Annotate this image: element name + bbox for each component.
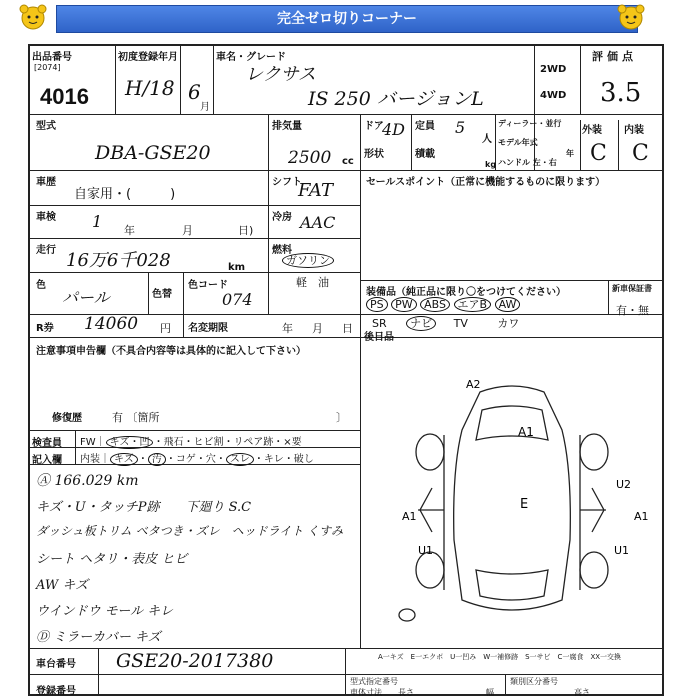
capacity-unit: 人 xyxy=(482,134,492,145)
equip-navi: ナビ xyxy=(406,316,436,331)
height-label: 高さ xyxy=(574,688,590,697)
equip-aw: AW xyxy=(495,297,521,312)
mark-u1-right: U1 xyxy=(614,544,630,557)
type-value: DBA-GSE20 xyxy=(95,142,211,164)
width-label: 幅 xyxy=(486,688,494,697)
use-value: 自家用・( ) xyxy=(74,187,176,202)
remark-line: ダッシュ板トリム ベタつき・ズレ ヘッドライト くすみ xyxy=(36,524,344,538)
color-value: パール xyxy=(62,288,110,307)
new-car-warranty-label: 新車保証書 xyxy=(612,284,652,293)
mark-u1-left: U1 xyxy=(418,544,434,557)
recycle-value: 14060 xyxy=(84,314,139,334)
type-approval-label: 型式指定番号 xyxy=(350,677,398,686)
type-label: 型式 xyxy=(36,121,56,132)
load-label: 積載 xyxy=(415,149,435,160)
mark-a1-left: A1 xyxy=(402,510,417,523)
equip-tv: TV xyxy=(453,317,468,330)
reg-no-label: 登録番号 xyxy=(36,686,76,697)
equip-leather: カワ xyxy=(497,317,520,330)
capacity-value: 5 xyxy=(455,118,466,137)
banner-title: 完全ゼロ切りコーナー xyxy=(56,5,638,33)
load-unit: kg xyxy=(485,160,497,169)
name-change-label: 名変期限 xyxy=(188,323,228,334)
ac-value: AAC xyxy=(300,213,336,232)
use-label: 車歴 xyxy=(36,177,56,188)
equip-pw: PW xyxy=(391,297,417,312)
doors-value: 4D xyxy=(382,120,406,139)
mileage-label: 走行 xyxy=(36,245,56,256)
mark-a1-right: A1 xyxy=(634,510,649,523)
name-change-year: 年 xyxy=(282,322,293,335)
fuel-diesel: 軽 油 xyxy=(296,276,329,289)
model-grade: IS 250 バージョンL xyxy=(308,88,484,110)
fuel-label: 燃料 xyxy=(272,245,292,256)
name-change-day: 日 xyxy=(342,322,353,335)
inspector-row2: 内装｜ キズ ・ 汚 ・コゲ・穴・ スレ ・キレ・破し xyxy=(80,454,314,465)
int-grade: C xyxy=(632,141,649,166)
color-code: 074 xyxy=(222,290,253,309)
body-size-label: 車体寸法 xyxy=(350,688,382,697)
inspector-sub: 記入欄 xyxy=(32,455,62,466)
name-change-month: 月 xyxy=(312,322,323,335)
model-label: 車名・グレード xyxy=(216,52,286,63)
remark-line: ウインドウ モール キレ xyxy=(36,604,173,619)
car-damage-diagram xyxy=(362,370,662,646)
year-unit: 年 xyxy=(566,149,574,158)
ac-label: 冷房 xyxy=(272,212,292,223)
recycle-label: R券 xyxy=(36,323,54,334)
score-label: 評価点 xyxy=(592,50,637,63)
equip-sr: SR xyxy=(372,317,387,330)
equip-abs: ABS xyxy=(420,297,450,312)
model-year-label: モデル年式 xyxy=(498,138,538,147)
score-value: 3.5 xyxy=(600,78,642,108)
inspection-label: 車検 xyxy=(36,212,56,223)
inspection-year: 年 xyxy=(124,224,135,237)
color-change-label: 色替 xyxy=(152,289,172,300)
sales-point-label: セールスポイント（正常に機能するものに限ります） xyxy=(366,177,606,188)
lot-label: 出品番号 xyxy=(32,52,72,63)
repair-close: 〕 xyxy=(336,411,347,424)
repair-value: 有 〔箇所 xyxy=(112,411,160,424)
bear-mascot-icon xyxy=(16,2,50,34)
mileage-value: 16万6千028 xyxy=(66,250,171,271)
mark-u2: U2 xyxy=(616,478,632,491)
drive-2wd: 2WD xyxy=(540,64,567,75)
dealer-label: ディーラー・並行 xyxy=(498,119,562,128)
first-reg-year: H/18 xyxy=(125,76,175,100)
doors-label: ドア xyxy=(364,121,384,132)
chassis-label: 車台番号 xyxy=(36,659,76,670)
mark-e: E xyxy=(520,497,529,512)
displacement-label: 排気量 xyxy=(272,121,302,132)
displacement-unit: cc xyxy=(342,156,354,167)
mileage-unit: km xyxy=(228,262,246,273)
equip-ps: PS xyxy=(366,297,388,312)
inspector-label: 検査員 xyxy=(32,438,62,449)
lot-sub: [2074] xyxy=(34,63,61,72)
new-car-warranty-value: 有・無 xyxy=(616,304,649,317)
handle-label: ハンドル 左・右 xyxy=(498,158,557,167)
repair-label: 修復歴 xyxy=(52,413,82,424)
inspection-day: 日) xyxy=(238,224,254,237)
chassis-value: GSE20-2017380 xyxy=(116,650,274,672)
ext-label: 外装 xyxy=(582,125,602,136)
rear-items-label: 後日品 xyxy=(364,332,394,343)
month-unit: 月 xyxy=(200,102,210,113)
remark-line: Ⓓ ミラーカバー キズ xyxy=(36,630,161,645)
first-reg-label: 初度登録年月 xyxy=(118,52,178,63)
class-number-label: 類別区分番号 xyxy=(510,677,558,686)
inspector-row1: FW｜ キズ・凹 ・飛石・ヒビ割・リペア跡・×要 xyxy=(80,437,302,448)
color-label: 色 xyxy=(36,280,46,291)
model-name: レクサス xyxy=(245,64,316,85)
drive-4wd: 4WD xyxy=(540,90,567,101)
top-banner xyxy=(0,0,700,36)
shift-value: FAT xyxy=(298,180,333,201)
equipment-label: 装備品（純正品に限り〇をつけてください） xyxy=(366,287,566,298)
recycle-yen: 円 xyxy=(160,322,171,335)
inspection-month: 月 xyxy=(182,224,193,237)
damage-legend: A一キズ E一エクボ U一凹み W一補修跡 S一サビ C一腐食 XX一交換 xyxy=(378,653,622,661)
inspection-mark: 1 xyxy=(92,212,103,231)
remark-line: シート ヘタリ・表皮 ヒビ xyxy=(36,552,188,567)
equip-airbag: エアB xyxy=(454,297,492,312)
remark-line: キズ・U・タッチP跡 下廻り S.C xyxy=(36,500,252,515)
notes-header: 注意事項申告欄（不具合内容等は具体的に記入して下さい） xyxy=(36,346,306,357)
mark-a1-roof: A1 xyxy=(518,425,534,439)
shape-label: 形状 xyxy=(364,149,384,160)
shift-label: シフト xyxy=(272,177,302,188)
first-reg-month: 6 xyxy=(188,80,201,104)
fuel-gasoline: ガソリン xyxy=(282,253,334,268)
ext-grade: C xyxy=(590,141,607,166)
remark-line: Ⓐ 166.029 km xyxy=(36,473,139,489)
length-label: 長さ xyxy=(398,688,414,697)
remark-line: AW キズ xyxy=(36,578,89,593)
lot-number: 4016 xyxy=(40,84,89,109)
capacity-label: 定員 xyxy=(415,121,435,132)
mark-a2: A2 xyxy=(466,378,481,391)
bear-mascot-icon xyxy=(614,2,648,34)
color-code-label: 色コード xyxy=(188,280,228,291)
int-label: 内装 xyxy=(624,125,644,136)
displacement-value: 2500 xyxy=(288,148,332,168)
